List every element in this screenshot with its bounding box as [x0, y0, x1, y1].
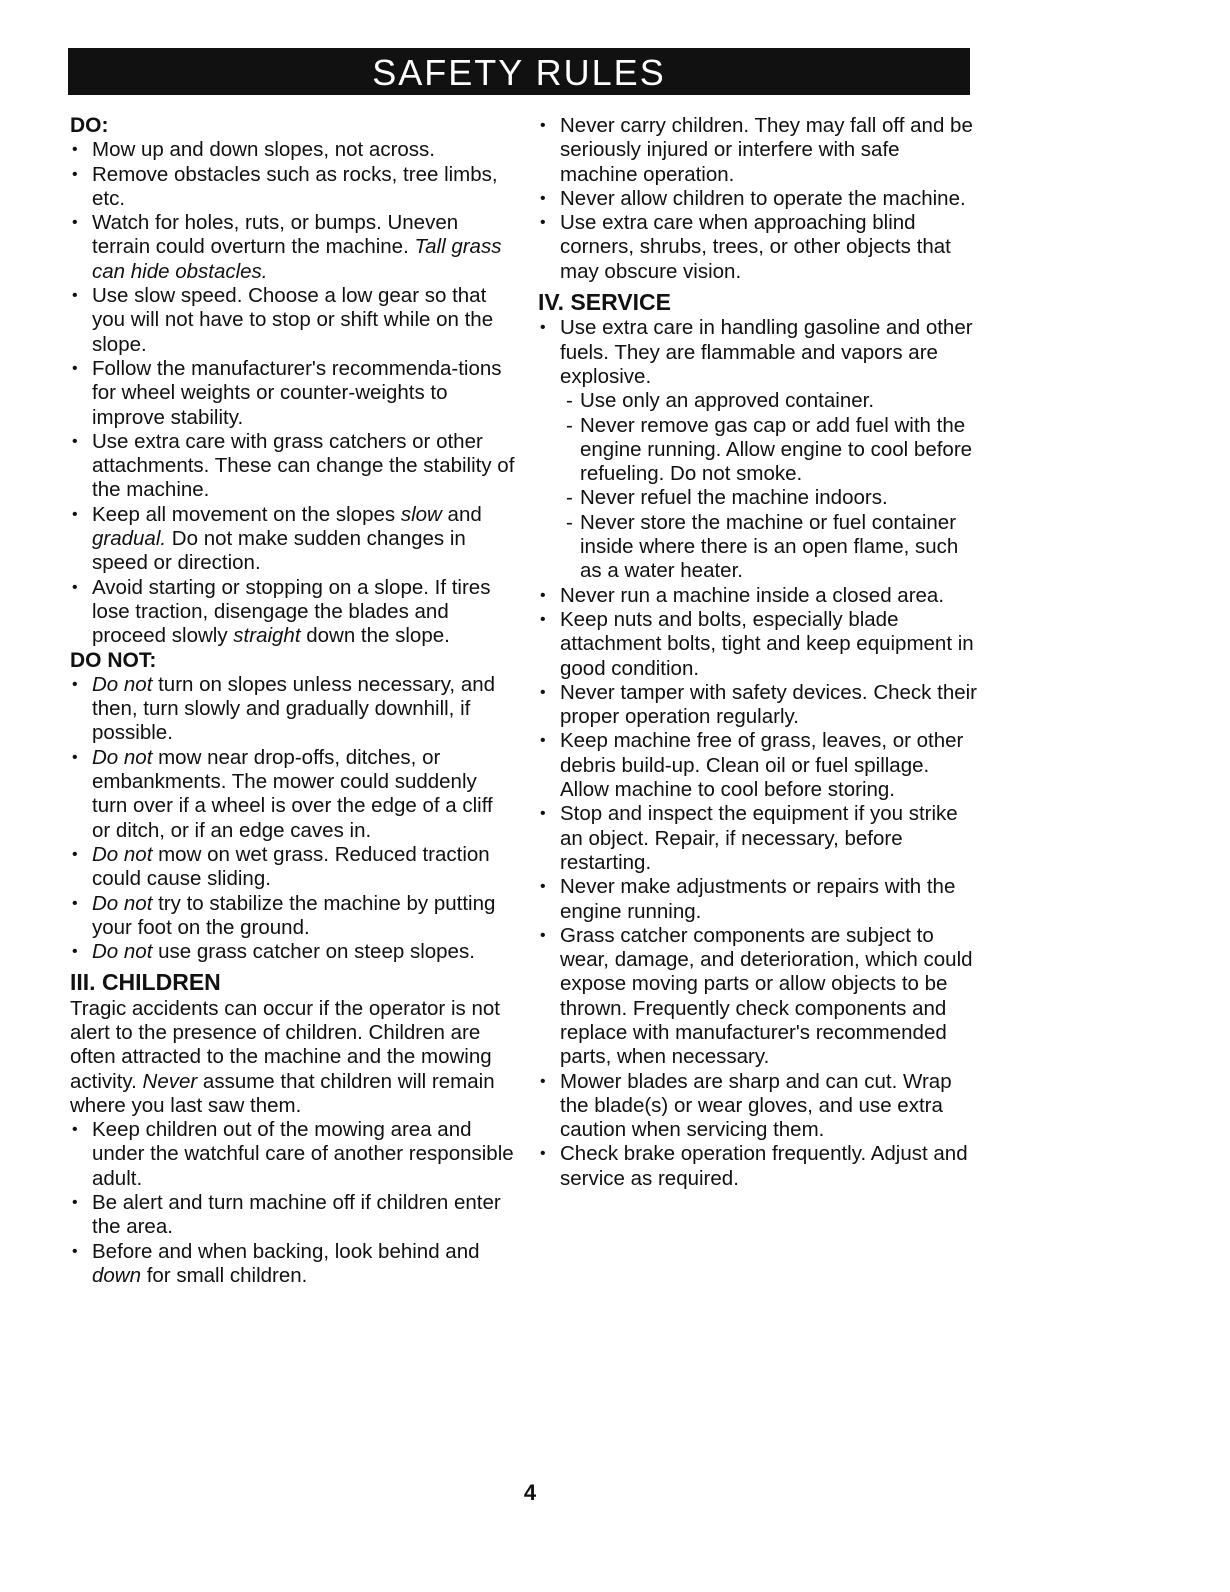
service-list: [538, 584, 978, 1191]
do-list-item: [70, 430, 515, 503]
text-run: Remove obstacles such as rocks, tree limbs, etc.: [92, 162, 498, 210]
text-run: Stop and inspect the equipment if you strike an object. Repair, if necessary, before restarting.: [560, 802, 958, 874]
text-run: Grass catcher components are subject to wear, damage, and deterioration, which could expose moving parts or allow objects to be thrown. Frequently check components and replace with manufacturer's recommended parts, when necessary.: [560, 923, 973, 1069]
emphasis-text: Never: [142, 1069, 198, 1093]
text-run: down the slope.: [300, 624, 450, 648]
text-run: and: [441, 502, 482, 526]
emphasis-text: Do not: [92, 842, 153, 866]
emphasis-text: gradual.: [92, 527, 167, 551]
text-run: Use extra care with grass catchers or other attachments. These can change the stability of the machine.: [92, 429, 515, 502]
do-not-heading: DO NOT:: [70, 648, 157, 672]
emphasis-text: Tall grass can hide obstacles.: [92, 235, 502, 283]
service-list-item: [538, 584, 978, 608]
service-list-item: [538, 875, 978, 924]
page-title: SAFETY RULES: [68, 48, 970, 95]
text-run: Follow the manufacturer's recommenda-tions for wheel weights or counter-weights to improve stability.: [92, 356, 502, 429]
service-fuel-subitem: [538, 414, 978, 487]
children-heading: III. CHILDREN: [70, 969, 221, 996]
service-fuel-subitem: [538, 389, 978, 413]
do-list-item: [70, 576, 515, 649]
emphasis-text: Do not: [92, 745, 153, 769]
do-list-item: [70, 211, 515, 284]
do-not-list: [70, 673, 515, 965]
service-list-item: [538, 608, 978, 681]
children-list-item: [538, 211, 978, 284]
do-heading: DO:: [70, 114, 109, 137]
service-list-item: [538, 729, 978, 802]
text-run: Never run a machine inside a closed area.: [560, 583, 945, 607]
service-list-item: [538, 802, 978, 875]
text-run: turn on slopes unless necessary, and then, turn slowly and gradually downhill, if possible.: [92, 672, 496, 745]
do-list-item: [70, 163, 515, 212]
children-intro: [70, 997, 515, 1118]
dash-marker: -: [566, 510, 573, 534]
service-list-item: [538, 924, 978, 1070]
children-list-continued: [538, 114, 978, 284]
text-run: for small children.: [141, 1263, 308, 1287]
do-list-item: [70, 138, 515, 162]
emphasis-text: slow: [400, 502, 442, 526]
service-list-item: [538, 1142, 978, 1191]
text-run: Never make adjustments or repairs with the engine running.: [560, 875, 956, 923]
do-not-list-item: [70, 843, 515, 892]
text-run: mow near drop-offs, ditches, or embankments. The mower could suddenly turn over if a wheel is over the edge of a cliff or ditch, or if an edge caves in.: [92, 745, 493, 842]
text-run: Never tamper with safety devices. Check their proper operation regularly.: [560, 680, 977, 729]
service-fuel-list: [538, 316, 978, 389]
text-run: Never carry children. They may fall off and be seriously injured or interfere with safe machine operation.: [560, 114, 973, 186]
do-list-item: [70, 357, 515, 430]
subitem-text: Use only an approved container.: [580, 389, 875, 413]
do-list: [70, 138, 515, 648]
subitem-text: Never refuel the machine indoors.: [580, 486, 888, 510]
emphasis-text: Do not: [92, 672, 153, 696]
emphasis-text: Do not: [92, 891, 153, 915]
dash-marker: -: [566, 413, 573, 437]
do-list-item: [70, 503, 515, 576]
text-run: mow on wet grass. Reduced traction could cause sliding.: [92, 842, 490, 891]
text-run: Check brake operation frequently. Adjust and service as required.: [560, 1142, 968, 1190]
text-run: Use slow speed. Choose a low gear so that you will not have to stop or shift while on the slope.: [92, 284, 494, 356]
children-list: [70, 1118, 515, 1288]
emphasis-text: down: [92, 1263, 142, 1287]
text-run: Keep nuts and bolts, especially blade attachment bolts, tight and keep equipment in good condition.: [560, 607, 974, 680]
text-run: Avoid starting or stopping on a slope. If tires lose traction, disengage the blades and proceed slowly: [92, 575, 491, 648]
text-run: Before and when backing, look behind and: [92, 1239, 480, 1263]
children-list-item: [538, 114, 978, 187]
dash-marker: -: [566, 389, 573, 413]
text-run: Keep children out of the mowing area and under the watchful care of another responsible adult.: [92, 1118, 514, 1190]
page-number: 4: [523, 1480, 537, 1505]
text-run: Never allow children to operate the machine.: [560, 186, 966, 210]
text-run: Be alert and turn machine off if children enter the area.: [92, 1191, 501, 1239]
right-column: [538, 114, 978, 1191]
service-fuel-subitem: [538, 511, 978, 584]
left-column: [70, 114, 515, 1288]
service-list-item: [538, 681, 978, 730]
text-run: use grass catcher on steep slopes.: [152, 940, 475, 964]
children-list-item: [70, 1118, 515, 1191]
children-list-item: [70, 1191, 515, 1240]
service-heading: IV. SERVICE: [538, 289, 671, 316]
do-not-list-item: [70, 746, 515, 843]
subitem-text: Never store the machine or fuel container inside where there is an open flame, such as a water heater.: [580, 510, 959, 583]
text-run: Tragic accidents can occur if the operator is not alert to the presence of children. Children are often attracted to the machine and the mowing activity.: [70, 996, 500, 1093]
do-not-list-item: [70, 673, 515, 746]
dash-marker: -: [566, 486, 573, 510]
text-run: Watch for holes, ruts, or bumps. Uneven terrain could overturn the machine.: [92, 211, 459, 259]
text-run: Do not make sudden changes in speed or direction.: [92, 527, 466, 575]
do-list-item: [70, 284, 515, 357]
do-not-list-item: [70, 940, 515, 964]
emphasis-text: straight: [233, 624, 301, 648]
service-fuel-item: • Use extra care in handling gasoline and other fuels. They are flammable and vapors are explosive.: [538, 316, 978, 389]
text-run: try to stabilize the machine by putting your foot on the ground.: [92, 891, 496, 939]
text-run: Keep machine free of grass, leaves, or other debris build-up. Clean oil or fuel spillage. Allow machine to cool before storing.: [560, 729, 964, 802]
text-run: Mow up and down slopes, not across.: [92, 138, 435, 162]
do-not-list-item: [70, 892, 515, 941]
service-fuel-subitem: [538, 486, 978, 510]
children-list-item: [538, 187, 978, 211]
text-run: assume that children will remain where you last saw them.: [70, 1069, 495, 1117]
text-run: Use extra care when approaching blind corners, shrubs, trees, or other objects that may obscure vision.: [560, 211, 951, 283]
service-fuel-sublist: [538, 389, 978, 583]
service-list-item: [538, 1070, 978, 1143]
emphasis-text: Do not: [92, 940, 153, 964]
subitem-text: Never remove gas cap or add fuel with the engine running. Allow engine to cool before refueling. Do not smoke.: [580, 413, 973, 486]
text-run: Keep all movement on the slopes: [92, 502, 401, 526]
text-run: Mower blades are sharp and can cut. Wrap the blade(s) or wear gloves, and use extra caution when servicing them.: [560, 1069, 952, 1142]
children-list-item: [70, 1240, 515, 1289]
